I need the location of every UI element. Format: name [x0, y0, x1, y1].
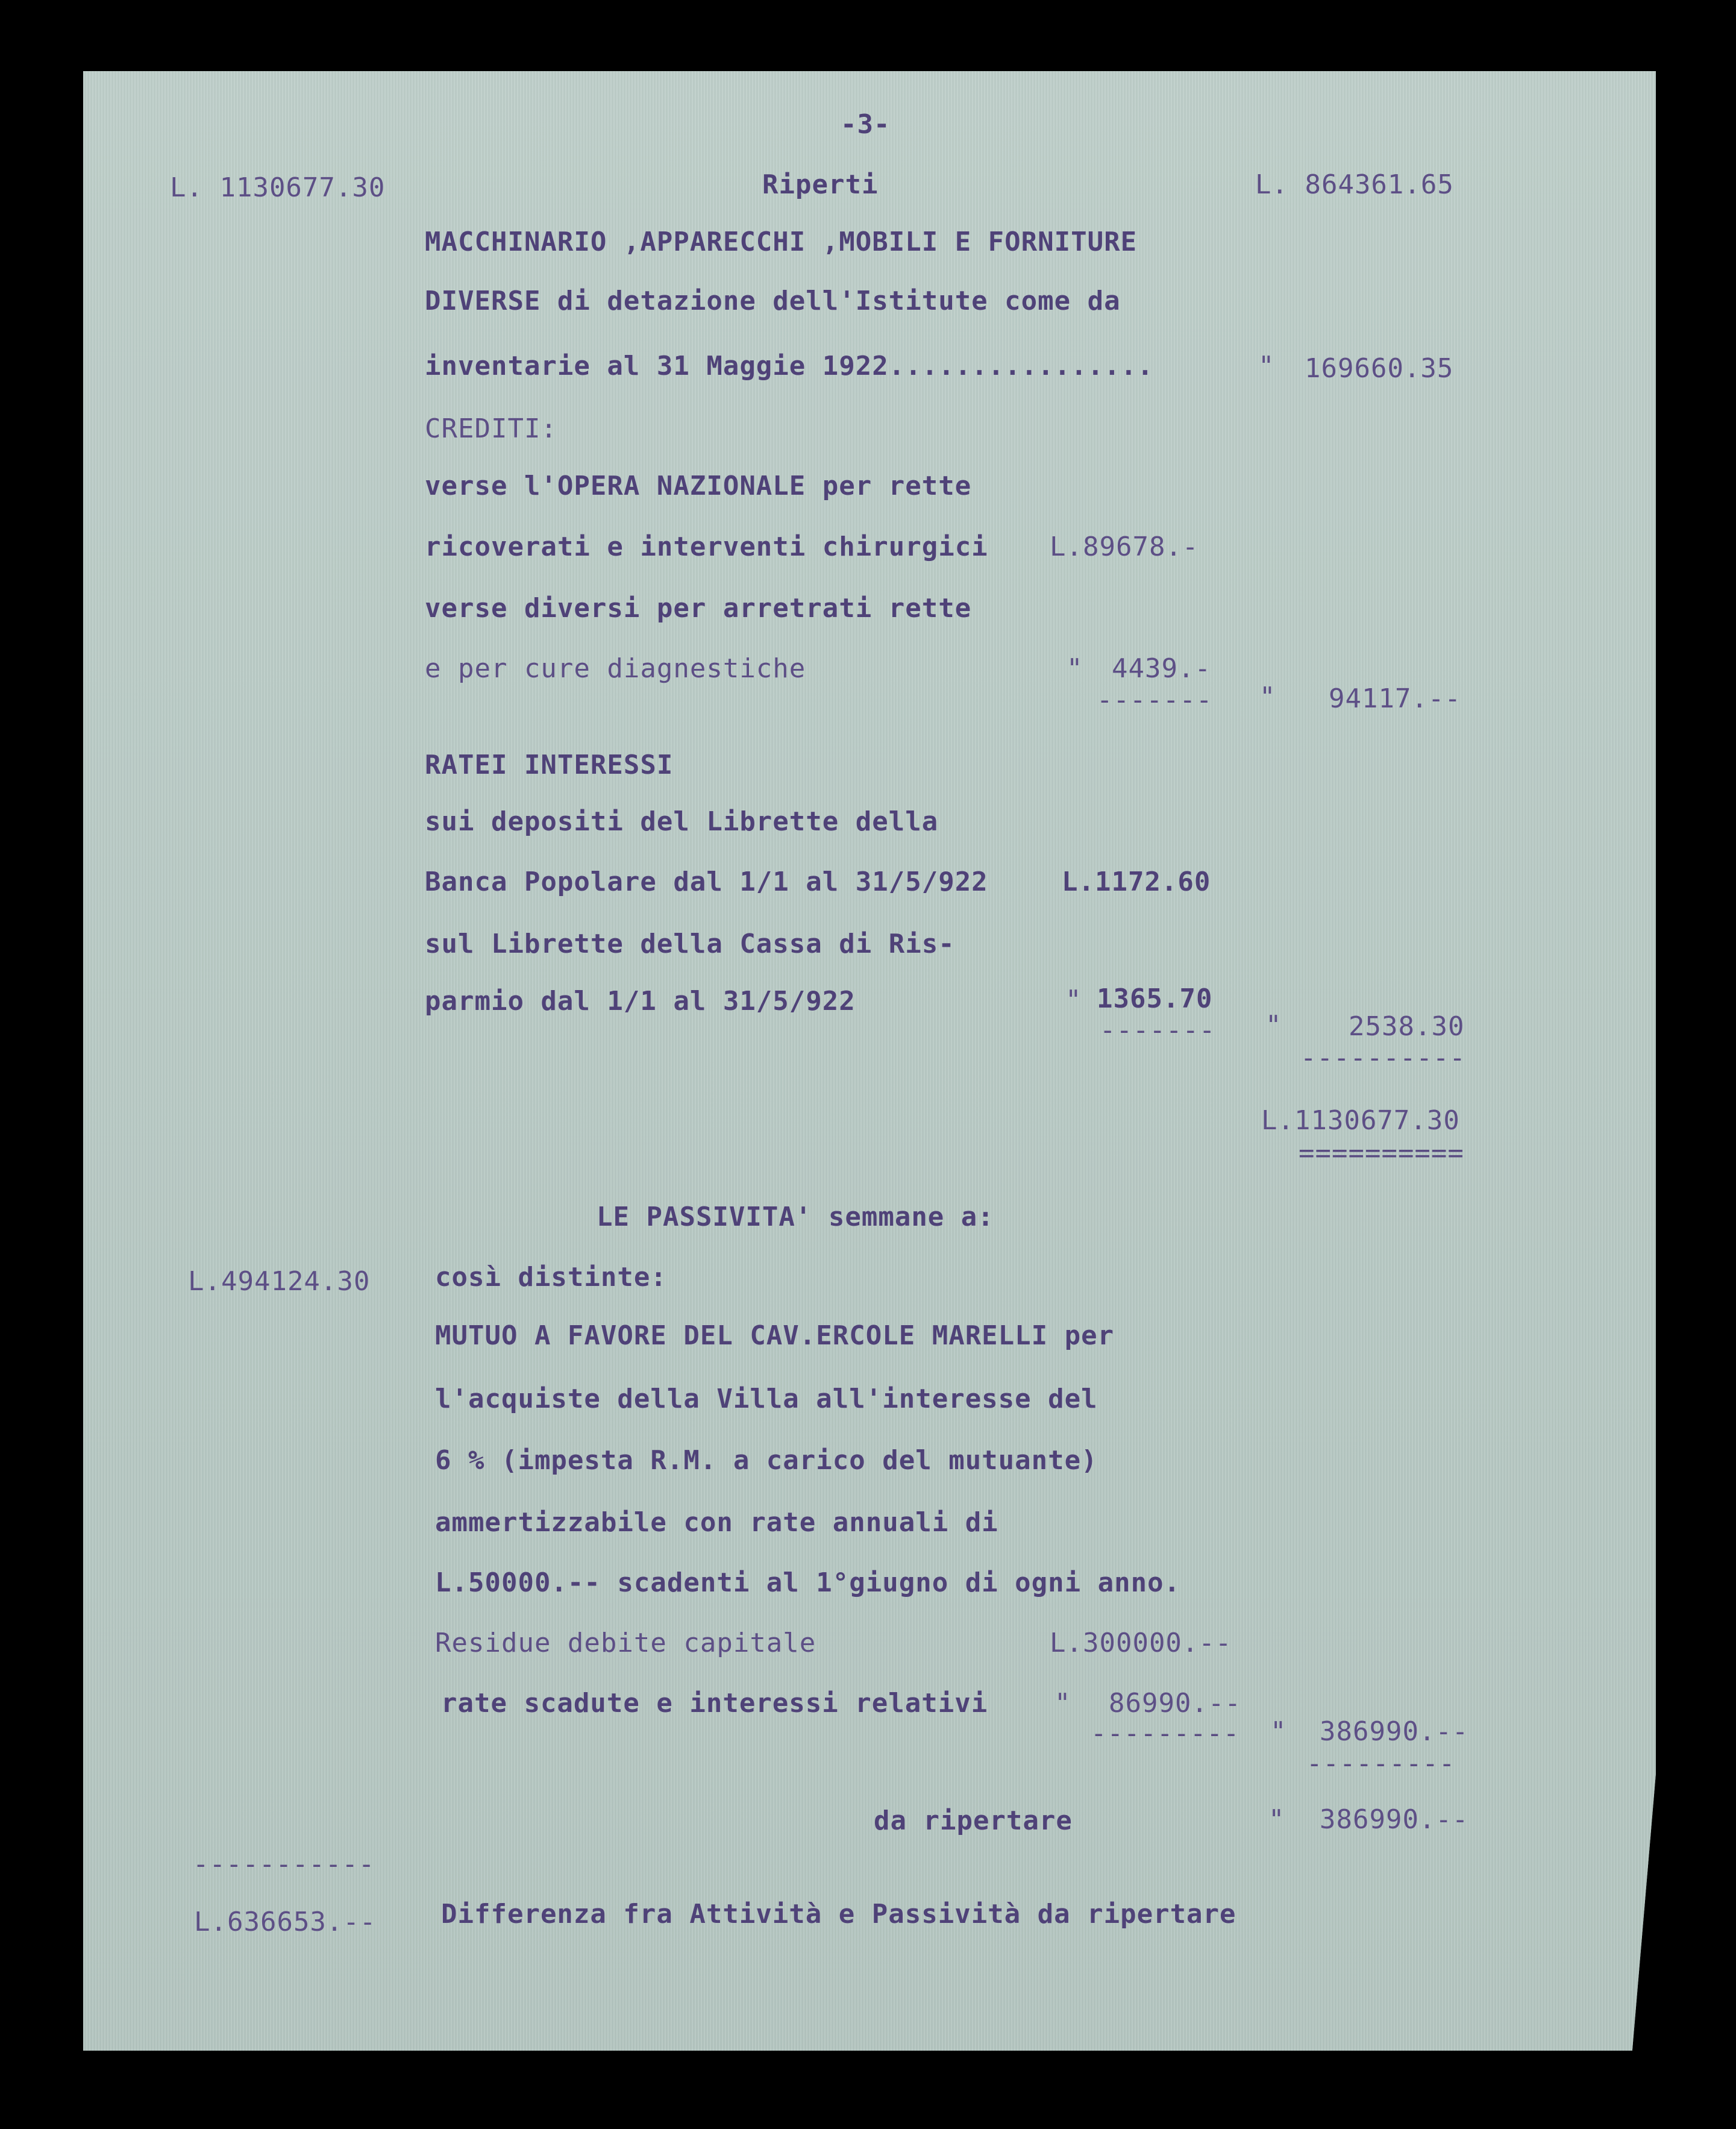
interest-line-1: sui depositi del Librette della — [425, 806, 939, 837]
credits-line-2: ricoverati e interventi chirurgici — [425, 531, 988, 562]
liabilities-line-2: l'acquiste della Villa all'interesse del — [435, 1384, 1098, 1414]
machinery-line-1: MACCHINARIO ,APPARECCHI ,MOBILI E FORNITURE — [425, 227, 1138, 257]
interest-rule-total: ---------- — [1300, 1043, 1466, 1073]
credits-heading: CREDITI: — [425, 413, 557, 444]
liabilities-amount-2: 86990.-- — [1109, 1688, 1241, 1719]
liabilities-line-3: 6 % (impesta R.M. a carico del mutuante) — [435, 1445, 1098, 1476]
machinery-amount: 169660.35 — [1305, 353, 1454, 384]
difference-rule: ----------- — [193, 1849, 375, 1880]
credits-rule: ------- — [1097, 685, 1213, 715]
difference-label: Differenza fra Attività e Passività da ripertare — [441, 1899, 1236, 1930]
interest-line-2: Banca Popolare dal 1/1 al 31/5/922 — [425, 867, 988, 897]
liabilities-line-5: L.50000.-- scadenti al 1°giugno di ogni anno. — [435, 1567, 1181, 1598]
difference-amount: L.636653.-- — [194, 1907, 377, 1937]
liabilities-line-1: MUTUO A FAVORE DEL CAV.ERCOLE MARELLI per — [435, 1320, 1115, 1351]
liabilities-line-7: rate scadute e interessi relativi — [441, 1688, 988, 1719]
liabilities-left-amount: L.494124.30 — [188, 1266, 371, 1297]
liabilities-intro: così distinte: — [435, 1262, 667, 1293]
header-right-total: L. 864361.65 — [1255, 169, 1454, 200]
credits-line-4: e per cure diagnestiche — [425, 653, 806, 684]
liabilities-line-4: ammertizzabile con rate annuali di — [435, 1507, 998, 1538]
interest-line-4: parmio dal 1/1 al 31/5/922 — [425, 986, 856, 1017]
liabilities-heading: LE PASSIVITA' semmane a: — [597, 1202, 994, 1232]
carry-label: da ripertare — [874, 1805, 1073, 1836]
assets-grand-total: L.1130677.30 — [1261, 1105, 1460, 1136]
interest-amount-2: 1365.70 — [1097, 983, 1213, 1014]
machinery-line-3: inventarie al 31 Maggie 1922................ — [425, 351, 1154, 381]
liabilities-rule-total: --------- — [1306, 1748, 1456, 1779]
credits-amount-1: L.89678.- — [1050, 531, 1199, 562]
credits-ditto-total: " — [1259, 682, 1276, 712]
machinery-ditto: " — [1258, 351, 1275, 381]
liabilities-rule: --------- — [1091, 1718, 1240, 1749]
header-left-total: L. 1130677.30 — [170, 172, 386, 203]
credits-line-3: verse diversi per arretrati rette — [425, 593, 972, 624]
interest-ditto-1: " — [1065, 985, 1082, 1015]
credits-total: 94117.-- — [1329, 683, 1461, 714]
carry-amount: 386990.-- — [1320, 1804, 1469, 1835]
interest-amount-1: L.1172.60 — [1062, 867, 1211, 897]
carry-ditto: " — [1268, 1804, 1285, 1835]
interest-line-3: sul Librette della Cassa di Ris- — [425, 929, 955, 959]
machinery-line-2: DIVERSE di detazione dell'Istitute come da — [425, 286, 1121, 316]
interest-ditto-total: " — [1265, 1010, 1282, 1041]
interest-rule: ------- — [1100, 1015, 1216, 1046]
assets-grand-rule: ========== — [1299, 1138, 1464, 1168]
liabilities-ditto-total: " — [1270, 1716, 1287, 1747]
liabilities-line-6: Residue debite capitale — [435, 1628, 816, 1658]
page-number: -3- — [841, 109, 891, 140]
header-title: Riperti — [762, 169, 879, 200]
interest-heading: RATEI INTERESSI — [425, 750, 674, 780]
credits-ditto-1: " — [1067, 653, 1083, 684]
liabilities-amount-1: L.300000.-- — [1050, 1628, 1232, 1658]
credits-line-1: verse l'OPERA NAZIONALE per rette — [425, 471, 972, 501]
credits-amount-2: 4439.- — [1112, 653, 1211, 684]
interest-total: 2538.30 — [1349, 1011, 1465, 1042]
liabilities-ditto-1: " — [1054, 1688, 1071, 1719]
liabilities-total: 386990.-- — [1320, 1716, 1469, 1747]
